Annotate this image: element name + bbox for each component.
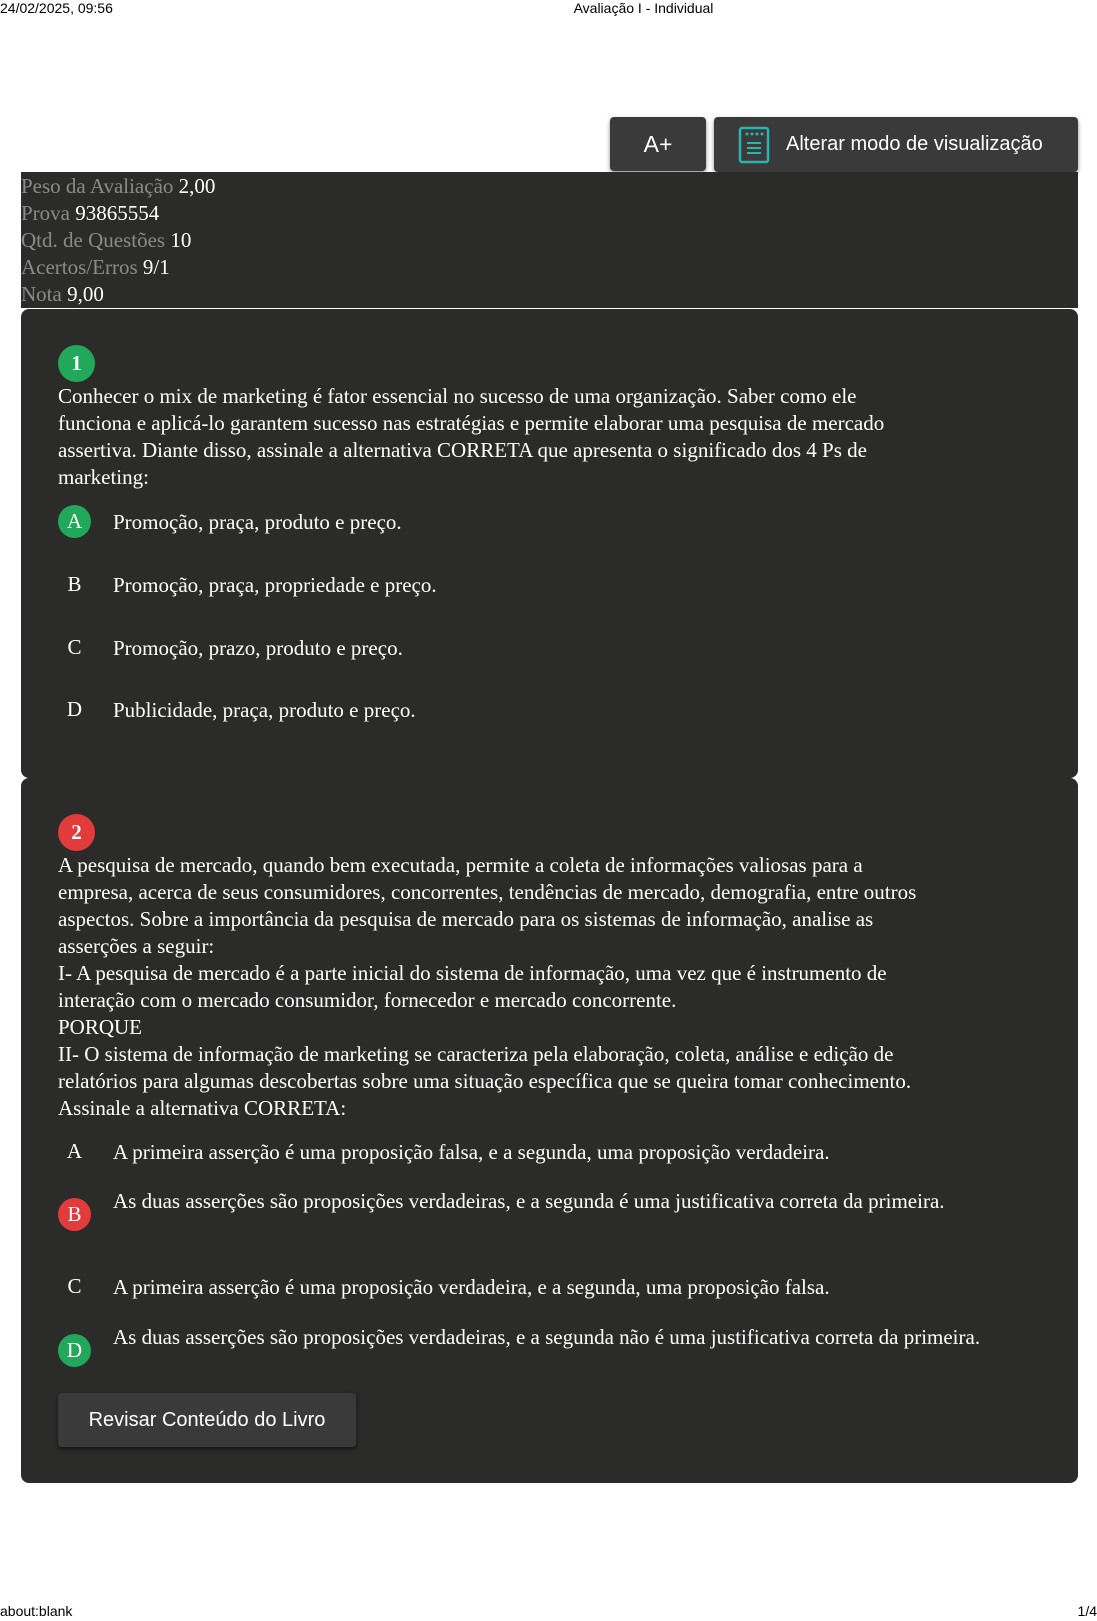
option-a[interactable]	[58, 505, 1063, 538]
print-footer	[0, 1603, 1097, 1621]
print-datetime: 24/02/2025, 09:56	[0, 0, 113, 16]
font-size-increase-button[interactable]	[610, 117, 706, 171]
option-text: As duas asserções são proposições verdadeiras, e a segunda não é uma justificativa correta da primeira.	[113, 1325, 981, 1349]
question-text-line: I- A pesquisa de mercado é a parte inicial do sistema de informação, uma vez que é instrumento de	[58, 961, 887, 985]
print-title: Avaliação I - Individual	[573, 0, 714, 16]
question-text-line: asserções a seguir:	[58, 934, 215, 958]
option-c[interactable]	[58, 1270, 1063, 1303]
question-text-line: assertiva. Diante disso, assinale a alternativa CORRETA que apresenta o significado dos 4 Ps de	[58, 438, 867, 462]
question-card	[21, 778, 1078, 1483]
question-text-line: PORQUE	[58, 1015, 143, 1039]
option-text: Promoção, praça, propriedade e preço.	[113, 573, 437, 597]
print-page-number: 1/4	[1077, 1603, 1097, 1619]
print-header	[0, 0, 1097, 18]
question-number-badge: 2	[58, 814, 95, 851]
score-value: 9/1	[142, 255, 170, 279]
option-letter: C	[67, 1274, 82, 1298]
summary-exam	[21, 200, 1078, 227]
option-b[interactable]	[58, 1188, 1063, 1231]
question-text-line: Conhecer o mix de marketing é fator essencial no sucesso de uma organização. Saber como ele	[58, 384, 857, 408]
question-text-line: relatórios para algumas descobertas sobre uma situação específica que se queira tomar conhecimento.	[58, 1069, 912, 1093]
option-a[interactable]	[58, 1135, 1063, 1168]
option-letter: A	[66, 1139, 83, 1163]
option-letter: B	[67, 572, 82, 596]
option-text: Promoção, prazo, produto e preço.	[113, 636, 403, 660]
summary-score	[21, 254, 1078, 281]
question-text-line: II- O sistema de informação de marketing se caracteriza pela elaboração, coleta, análise e edição de	[58, 1042, 894, 1066]
option-d[interactable]	[58, 693, 1063, 726]
question-number-badge: 1	[58, 345, 95, 382]
question-text-line: marketing:	[58, 465, 149, 489]
option-letter: C	[67, 635, 82, 659]
grade-value: 9,00	[67, 282, 104, 306]
question-text-line: aspectos. Sobre a importância da pesquisa de mercado para os sistemas de informação, analise as	[58, 907, 874, 931]
question-text-line: interação com o mercado consumidor, fornecedor e mercado concorrente.	[58, 988, 677, 1012]
review-book-content-button[interactable]: Revisar Conteúdo do Livro	[58, 1393, 356, 1447]
option-letter-badge: A	[58, 505, 91, 538]
question-text-line: Assinale a alternativa CORRETA:	[58, 1096, 347, 1120]
option-text: Publicidade, praça, produto e preço.	[113, 698, 416, 722]
option-letter-badge: B	[58, 1198, 91, 1231]
option-letter-badge: D	[58, 1334, 91, 1367]
weight-label: Peso da Avaliação	[21, 174, 174, 198]
question-card	[21, 309, 1078, 778]
grade-label: Nota	[21, 282, 62, 306]
exam-label: Prova	[21, 201, 70, 225]
option-text: A primeira asserção é uma proposição verdadeira, e a segunda, uma proposição falsa.	[113, 1275, 830, 1299]
questions-value: 10	[170, 228, 192, 252]
exam-value: 93865554	[75, 201, 160, 225]
questions-label: Qtd. de Questões	[21, 228, 166, 252]
print-url: about:blank	[0, 1603, 73, 1619]
exam-summary	[21, 172, 1078, 308]
summary-questions	[21, 227, 1078, 254]
summary-grade	[21, 281, 1078, 308]
option-text: A primeira asserção é uma proposição falsa, e a segunda, uma proposição verdadeira.	[113, 1140, 830, 1164]
question-text-line: funciona e aplicá-lo garantem sucesso nas estratégias e permite elaborar uma pesquisa de mercado	[58, 411, 885, 435]
view-mode-label: Alterar modo de visualização	[786, 133, 1043, 155]
option-b[interactable]	[58, 568, 1063, 601]
option-c[interactable]	[58, 631, 1063, 664]
question-text-line: empresa, acerca de seus consumidores, concorrentes, tendências de mercado, demografia, entre outros	[58, 880, 917, 904]
option-text: Promoção, praça, produto e preço.	[113, 510, 402, 534]
weight-value: 2,00	[178, 174, 216, 198]
option-letter: D	[66, 697, 83, 721]
question-text	[58, 852, 1063, 1122]
question-text-line: A pesquisa de mercado, quando bem executada, permite a coleta de informações valiosas para a	[58, 853, 863, 877]
option-d[interactable]	[58, 1324, 1063, 1367]
option-text: As duas asserções são proposições verdadeiras, e a segunda é uma justificativa correta da primeira.	[113, 1189, 945, 1213]
score-label: Acertos/Erros	[21, 255, 138, 279]
summary-weight	[21, 173, 1078, 200]
change-view-mode-button[interactable]	[714, 117, 1078, 172]
font-size-label: A+	[643, 130, 673, 157]
question-text	[58, 383, 1063, 491]
document-icon	[738, 126, 770, 164]
